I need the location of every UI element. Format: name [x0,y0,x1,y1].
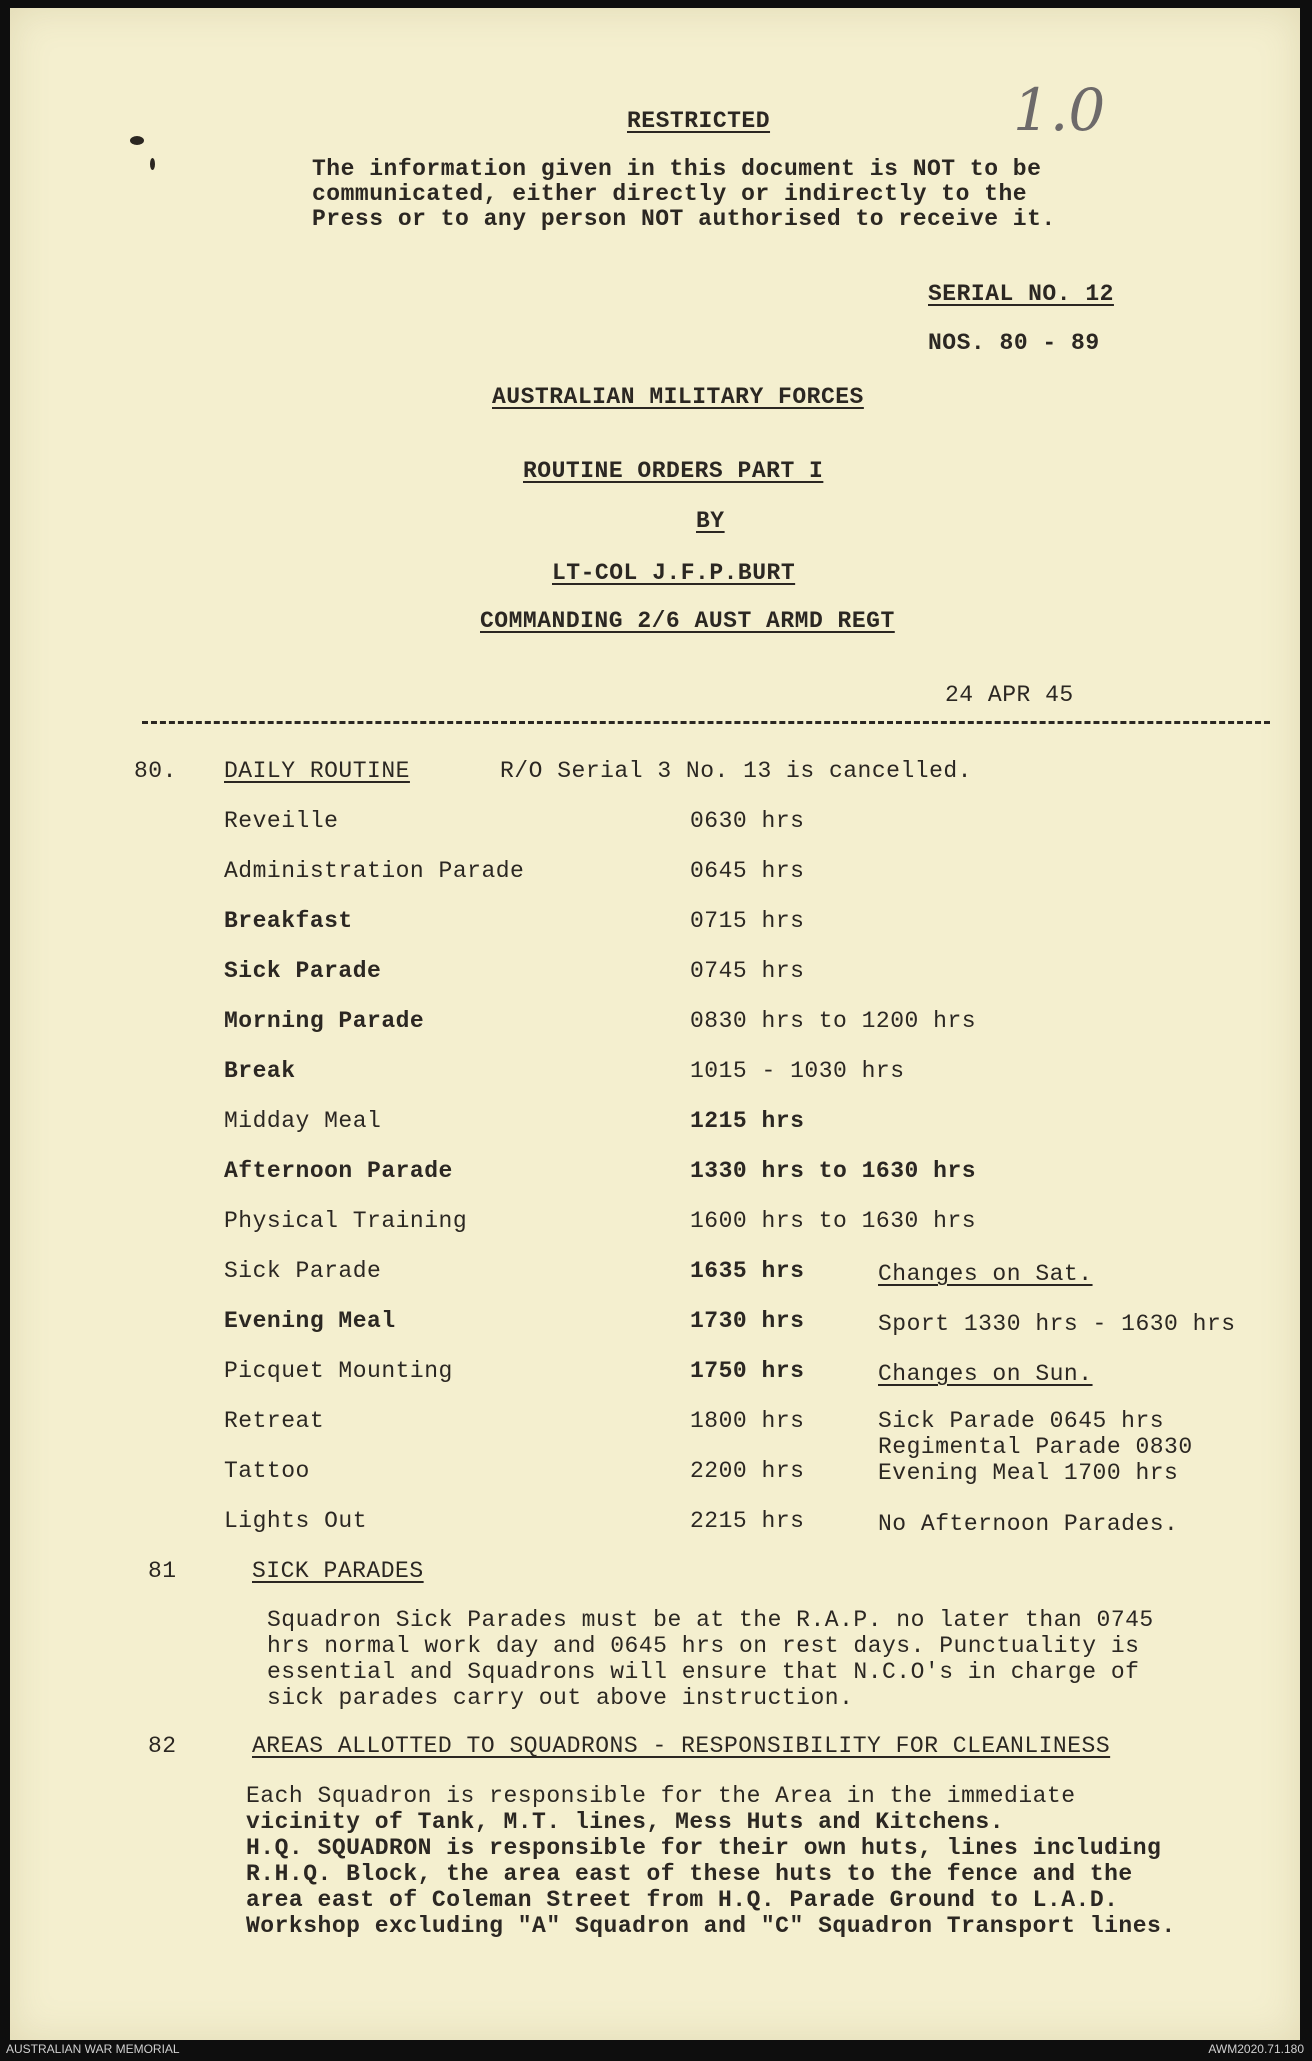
notice-line-2: communicated, either directly or indirectly to the [312,181,1028,207]
routine-label: Break [224,1058,296,1084]
item-82-line: R.H.Q. Block, the area east of these huts to the fence and the [246,1861,1133,1887]
routine-time: 1750 hrs [690,1358,805,1384]
order-numbers: NOS. 80 - 89 [928,330,1100,356]
item-82-line: H.Q. SQUADRON is responsible for their own huts, lines including [246,1835,1162,1861]
routine-label: Morning Parade [224,1008,425,1034]
sunday-change: Sick Parade 0645 hrs [878,1408,1165,1434]
routine-time: 1800 hrs [690,1408,805,1434]
routine-label: Administration Parade [224,858,525,884]
by-line: BY [696,508,725,534]
routine-time: 0645 hrs [690,858,805,884]
serial-number: SERIAL NO. 12 [928,281,1114,307]
routine-label: Breakfast [224,908,353,934]
saturday-changes-heading: Changes on Sat. [878,1261,1093,1287]
routine-label: Evening Meal [224,1308,396,1334]
routine-time: 0715 hrs [690,908,805,934]
item-80-note: R/O Serial 3 No. 13 is cancelled. [500,758,972,784]
ink-blot [130,136,144,145]
item-81-heading: SICK PARADES [252,1558,424,1584]
routine-time: 1635 hrs [690,1258,805,1284]
ink-blot [150,158,155,170]
sunday-change: Regimental Parade 0830 [878,1434,1193,1460]
item-80-heading: DAILY ROUTINE [224,758,410,784]
item-81-line: hrs normal work day and 0645 hrs on rest days. Punctuality is [267,1633,1140,1659]
routine-time: 0630 hrs [690,808,805,834]
footer-accession-number: AWM2020.71.180 [1208,2042,1304,2056]
item-82-line: Each Squadron is responsible for the Area in the immediate [246,1783,1076,1809]
routine-time: 1600 hrs to 1630 hrs [690,1208,977,1234]
item-81-line: sick parades carry out above instruction. [267,1685,854,1711]
routine-time: 0745 hrs [690,958,805,984]
routine-label: Picquet Mounting [224,1358,453,1384]
routine-label: Lights Out [224,1508,368,1534]
routine-time: 1330 hrs to 1630 hrs [690,1158,977,1184]
saturday-change: Sport 1330 hrs - 1630 hrs [878,1311,1236,1337]
routine-time: 1215 hrs [690,1108,805,1134]
command-line: COMMANDING 2/6 AUST ARMD REGT [480,608,895,634]
sunday-changes-heading: Changes on Sun. [878,1361,1093,1387]
routine-time: 2215 hrs [690,1508,805,1534]
restricted-heading: RESTRICTED [627,108,771,134]
sunday-change: Evening Meal 1700 hrs [878,1460,1179,1486]
item-82-line: Workshop excluding "A" Squadron and "C" Squadron Transport lines. [246,1913,1176,1939]
no-afternoon-parades: No Afternoon Parades. [878,1511,1179,1537]
routine-time: 2200 hrs [690,1458,805,1484]
footer-credit: AUSTRALIAN WAR MEMORIAL [6,2042,180,2056]
document-date: 24 APR 45 [945,682,1074,708]
routine-label: Sick Parade [224,958,382,984]
item-82-line: vicinity of Tank, M.T. lines, Mess Huts and Kitchens. [246,1809,1005,1835]
routine-time: 0830 hrs to 1200 hrs [690,1008,977,1034]
handwritten-page-number: 1.0 [1013,76,1106,144]
notice-line-3: Press or to any person NOT authorised to receive it. [312,206,1056,232]
routine-label: Afternoon Parade [224,1158,453,1184]
routine-time: 1015 - 1030 hrs [690,1058,905,1084]
document-title: ROUTINE ORDERS PART I [523,458,824,484]
item-80-number: 80. [134,758,177,784]
officer-name: LT-COL J.F.P.BURT [552,560,796,586]
item-82-heading: AREAS ALLOTTED TO SQUADRONS - RESPONSIBILITY FOR CLEANLINESS [252,1733,1111,1759]
item-82-number: 82 [148,1733,177,1759]
routine-label: Sick Parade [224,1258,382,1284]
routine-label: Reveille [224,808,339,834]
organisation-title: AUSTRALIAN MILITARY FORCES [492,384,864,410]
item-81-line: Squadron Sick Parades must be at the R.A.P. no later than 0745 [267,1607,1154,1633]
item-81-number: 81 [148,1558,177,1584]
routine-label: Retreat [224,1408,325,1434]
routine-label: Midday Meal [224,1108,382,1134]
notice-line-1: The information given in this document is NOT to be [312,156,1042,182]
routine-time: 1730 hrs [690,1308,805,1334]
routine-label: Physical Training [224,1208,468,1234]
item-82-line: area east of Coleman Street from H.Q. Parade Ground to L.A.D. [246,1887,1119,1913]
separator-rule [142,721,1270,724]
document-page [10,8,1300,2040]
item-81-line: essential and Squadrons will ensure that N.C.O's in charge of [267,1659,1140,1685]
routine-label: Tattoo [224,1458,310,1484]
